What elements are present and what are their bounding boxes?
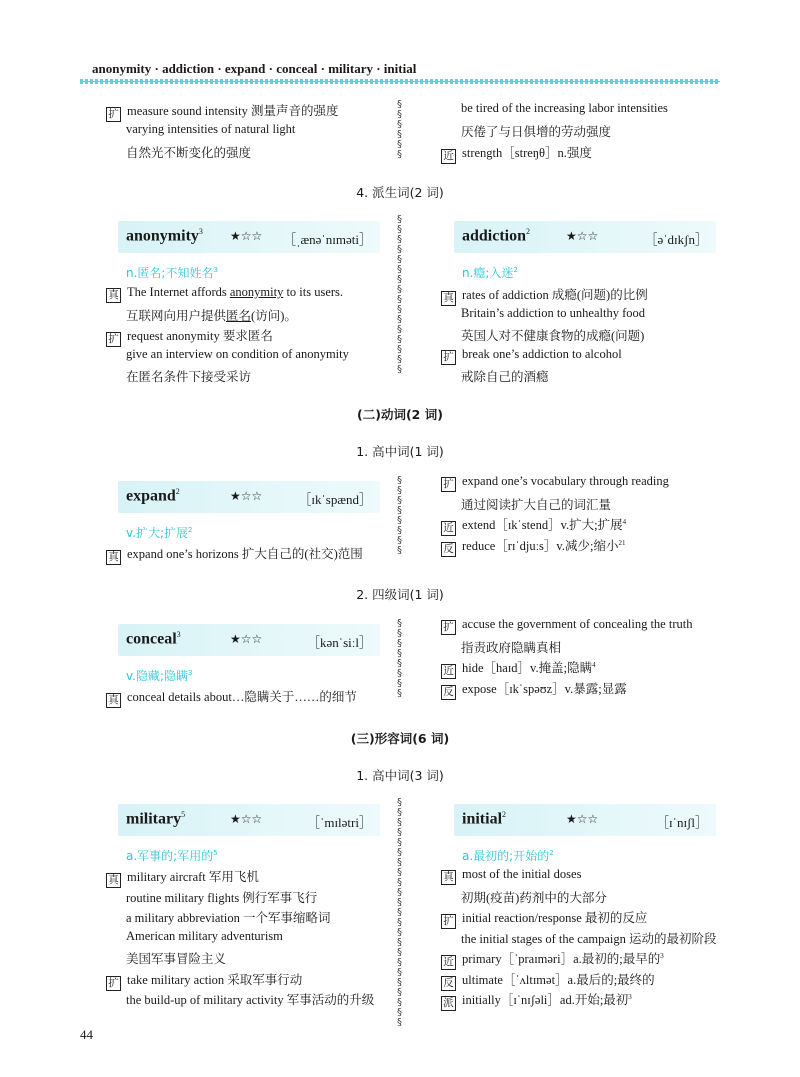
- entry-line: [126, 990, 374, 1008]
- label-tag: 扩: [106, 107, 121, 122]
- section-verbs-high: 1. 高中词(1 词): [356, 444, 444, 459]
- label-tag: 扩: [441, 350, 456, 365]
- entry-line: [106, 326, 273, 347]
- entry-text: 在匿名条件下接受采访: [126, 370, 252, 384]
- entry-line: [126, 949, 226, 967]
- star-rating: ★☆☆: [230, 229, 263, 243]
- entry-text: extend［ɪkˈstend］v.扩大;扩展: [462, 518, 623, 532]
- entry-line: [126, 306, 297, 324]
- entry-line: [441, 474, 669, 492]
- frequency-sup: 3: [660, 951, 664, 960]
- entry-text: conceal details about…隐瞒关于……的细节: [127, 690, 357, 704]
- entry-text: a military abbreviation 一个军事缩略词: [126, 911, 331, 925]
- entry-text: 英国人对不健康食物的成瘾(问题): [461, 329, 645, 343]
- phonetic: ［əˈdɪkʃn］: [644, 232, 708, 247]
- entry-text: to its users.: [283, 285, 344, 299]
- entry-text: be tired of the increasing labor intensities: [461, 101, 668, 115]
- wordbox-addiction: [454, 221, 716, 253]
- entry-line: [441, 617, 692, 635]
- entry-text: reduce［rɪˈdjuːs］v.减少;缩小: [462, 538, 619, 553]
- label-tag: 扩: [441, 477, 456, 492]
- entry-text: expose［ɪkˈspəʊz］v.暴露;显露: [462, 681, 627, 696]
- label-tag: 近: [441, 664, 456, 679]
- entry-text: American military adventurism: [126, 928, 283, 943]
- entry-text: strength［streŋθ］n.强度: [462, 146, 592, 160]
- label-tag: 真: [441, 291, 456, 306]
- label-tag: 真: [106, 550, 121, 565]
- entry-text: measure sound intensity 测量声音的强度: [127, 104, 339, 118]
- entry-line: [461, 122, 611, 140]
- phonetic: ［ˈmɪlətri］: [307, 815, 372, 830]
- entry-text: military aircraft 军用飞机: [127, 870, 259, 884]
- entry-text: 戒除自己的酒瘾: [461, 370, 549, 384]
- entry-text: 通过阅读扩大自己的词汇量: [461, 497, 612, 512]
- label-tag: 反: [441, 542, 456, 557]
- entry-line: [461, 306, 645, 321]
- entry-text: initially［ɪˈnɪʃəli］ad.开始;最初: [462, 993, 629, 1007]
- label-tag: 扩: [106, 976, 121, 991]
- entry-line: [126, 143, 251, 161]
- wordbox-military: [118, 804, 380, 836]
- headword: military$^5$: [126, 810, 186, 828]
- entry-line: [126, 888, 317, 906]
- wordbox-expand: [118, 481, 380, 513]
- entry-line: [441, 867, 581, 885]
- entry-line: [106, 285, 343, 303]
- section-adjectives-high: 1. 高中词(3 词): [356, 768, 444, 783]
- entry-text: initial reaction/response 最初的反应: [462, 911, 648, 925]
- entry-text: The Internet affords: [127, 285, 230, 299]
- frequency-sup: 21: [618, 538, 626, 547]
- entry-text: request anonymity 要求匿名: [127, 329, 273, 343]
- page-number: 44: [80, 1027, 93, 1042]
- entry-line: [441, 949, 664, 970]
- header-rule: [80, 79, 720, 84]
- label-tag: 扩: [106, 332, 121, 347]
- entry-line: [461, 495, 611, 513]
- label-tag: 近: [441, 521, 456, 536]
- label-tag: 真: [106, 873, 121, 888]
- entry-text: ultimate［ˈʌltɪmət］a.最后的;最终的: [462, 972, 655, 987]
- label-tag: 真: [106, 288, 121, 303]
- label-tag: 真: [106, 693, 121, 708]
- headword: anonymity$^3$: [126, 227, 203, 245]
- entry-line: [441, 679, 627, 700]
- label-tag: 真: [441, 870, 456, 885]
- entry-text: 厌倦了与日俱增的劳动强度: [461, 125, 612, 139]
- frequency-sup: 4: [622, 517, 627, 526]
- column-divider: § § § § § §: [397, 100, 402, 160]
- entry-underlined: anonymity: [229, 285, 284, 299]
- entry-line: [126, 367, 251, 385]
- entry-line: [461, 638, 561, 656]
- column-divider: § § § § § § § § § § § § § § § §: [397, 215, 402, 375]
- part-of-speech-addiction: n.瘾;入迷$^2$: [462, 266, 518, 280]
- entry-text: 自然光不断变化的强度: [126, 146, 252, 160]
- section-verbs: (二)动词(2 词): [357, 407, 443, 422]
- star-rating: ★☆☆: [566, 812, 599, 826]
- star-rating: ★☆☆: [230, 812, 263, 826]
- entry-text: varying intensities of natural light: [126, 122, 296, 136]
- part-of-speech-military: a.军事的;军用的$^5$: [126, 849, 218, 863]
- entry-line: [106, 101, 338, 122]
- star-rating: ★☆☆: [230, 489, 263, 503]
- entry-line: [126, 347, 349, 362]
- entry-text: rates of addiction 成瘾(问题)的比例: [462, 288, 648, 302]
- part-of-speech-conceal: v.隐藏;隐瞒$^3$: [126, 669, 193, 683]
- entry-text: expand one’s horizons 扩大自己的(社交)范围: [127, 547, 363, 561]
- entry-text: 指责政府隐瞒真相: [461, 640, 562, 655]
- entry-line: [106, 687, 357, 708]
- entry-text: take military action 采取军事行动: [127, 972, 303, 987]
- entry-line: [441, 990, 632, 1011]
- entry-line: [461, 326, 644, 344]
- headword: conceal$^3$: [126, 630, 181, 648]
- label-tag: 扩: [441, 914, 456, 929]
- column-divider: § § § § § § § § § § § § § § § § § § § § § § §: [397, 798, 402, 1028]
- entry-text: accuse the government of concealing the truth: [462, 617, 693, 631]
- label-tag: 近: [441, 955, 456, 970]
- part-of-speech-expand: v.扩大;扩展$^2$: [126, 526, 193, 540]
- part-of-speech-anonymity: n.匿名;不知姓名$^3$: [126, 266, 218, 280]
- wordbox-conceal: [118, 624, 380, 656]
- phonetic: ［ˌænəˈnɪməti］: [283, 232, 372, 247]
- headword: addiction$^2$: [462, 227, 531, 245]
- entry-text: the build-up of military activity 军事活动的升级: [126, 993, 375, 1007]
- wordbox-initial: [454, 804, 716, 836]
- entry-line: [441, 285, 648, 306]
- entry-line: [441, 347, 622, 365]
- entry-text: most of the initial doses: [462, 867, 582, 881]
- entry-line: [461, 101, 668, 116]
- headword: expand$^2$: [126, 487, 180, 505]
- phonetic: ［ɪkˈspænd］: [298, 492, 372, 507]
- entry-line: [106, 970, 302, 991]
- label-tag: 近: [441, 149, 456, 164]
- entry-line: [106, 544, 363, 565]
- entry-line: [441, 515, 626, 536]
- label-tag: 派: [441, 996, 456, 1011]
- entry-line: [461, 929, 717, 947]
- entry-line: [441, 658, 596, 679]
- entry-line: [106, 867, 259, 888]
- star-rating: ★☆☆: [230, 632, 263, 646]
- headword: initial$^2$: [462, 810, 507, 828]
- entry-text: the initial stages of the campaign 运动的最初阶段: [461, 931, 717, 946]
- entry-line: [126, 908, 330, 926]
- phonetic: ［kənˈsiːl］: [307, 635, 372, 650]
- entry-underlined: 匿名: [226, 308, 252, 323]
- entry-text: 美国军事冒险主义: [126, 952, 227, 966]
- star-rating: ★☆☆: [566, 229, 599, 243]
- entry-text: routine military flights 例行军事飞行: [126, 890, 318, 905]
- label-tag: 扩: [441, 620, 456, 635]
- entry-line: [441, 970, 655, 991]
- running-header: anonymity · addiction · expand · conceal · military · initial: [92, 61, 417, 76]
- entry-line: [461, 888, 607, 906]
- entry-text: break one’s addiction to alcohol: [462, 346, 622, 361]
- entry-text: Britain’s addiction to unhealthy food: [461, 305, 645, 320]
- entry-text: 初期(疫苗)药剂中的大部分: [461, 890, 607, 905]
- column-divider: § § § § § § § §: [397, 476, 402, 556]
- column-divider: § § § § § § § §: [397, 619, 402, 699]
- section-derived-words: 4. 派生词(2 词): [356, 185, 444, 200]
- entry-line: [126, 122, 295, 137]
- label-tag: 反: [441, 976, 456, 991]
- part-of-speech-initial: a.最初的;开始的$^2$: [462, 849, 554, 863]
- wordbox-anonymity: [118, 221, 380, 253]
- frequency-sup: 4: [592, 660, 596, 669]
- entry-line: [441, 143, 592, 164]
- entry-line: [126, 929, 283, 944]
- entry-line: [441, 908, 647, 929]
- entry-text: expand one’s vocabulary through reading: [462, 474, 669, 488]
- frequency-sup: 3: [628, 992, 632, 1001]
- entry-text: (访问)。: [251, 308, 297, 323]
- entry-text: give an interview on condition of anonymity: [126, 346, 349, 361]
- label-tag: 反: [441, 685, 456, 700]
- phonetic: ［ɪˈnɪʃl］: [656, 815, 708, 830]
- entry-text: hide［haɪd］v.掩盖;隐瞒: [462, 661, 593, 675]
- entry-text: primary［ˈpraɪməri］a.最初的;最早的: [462, 952, 661, 966]
- entry-line: [441, 536, 625, 557]
- section-adjectives: (三)形容词(6 词): [350, 731, 450, 746]
- entry-text: 互联网向用户提供: [126, 308, 227, 323]
- entry-line: [461, 367, 549, 385]
- section-verbs-cet4: 2. 四级词(1 词): [356, 587, 444, 602]
